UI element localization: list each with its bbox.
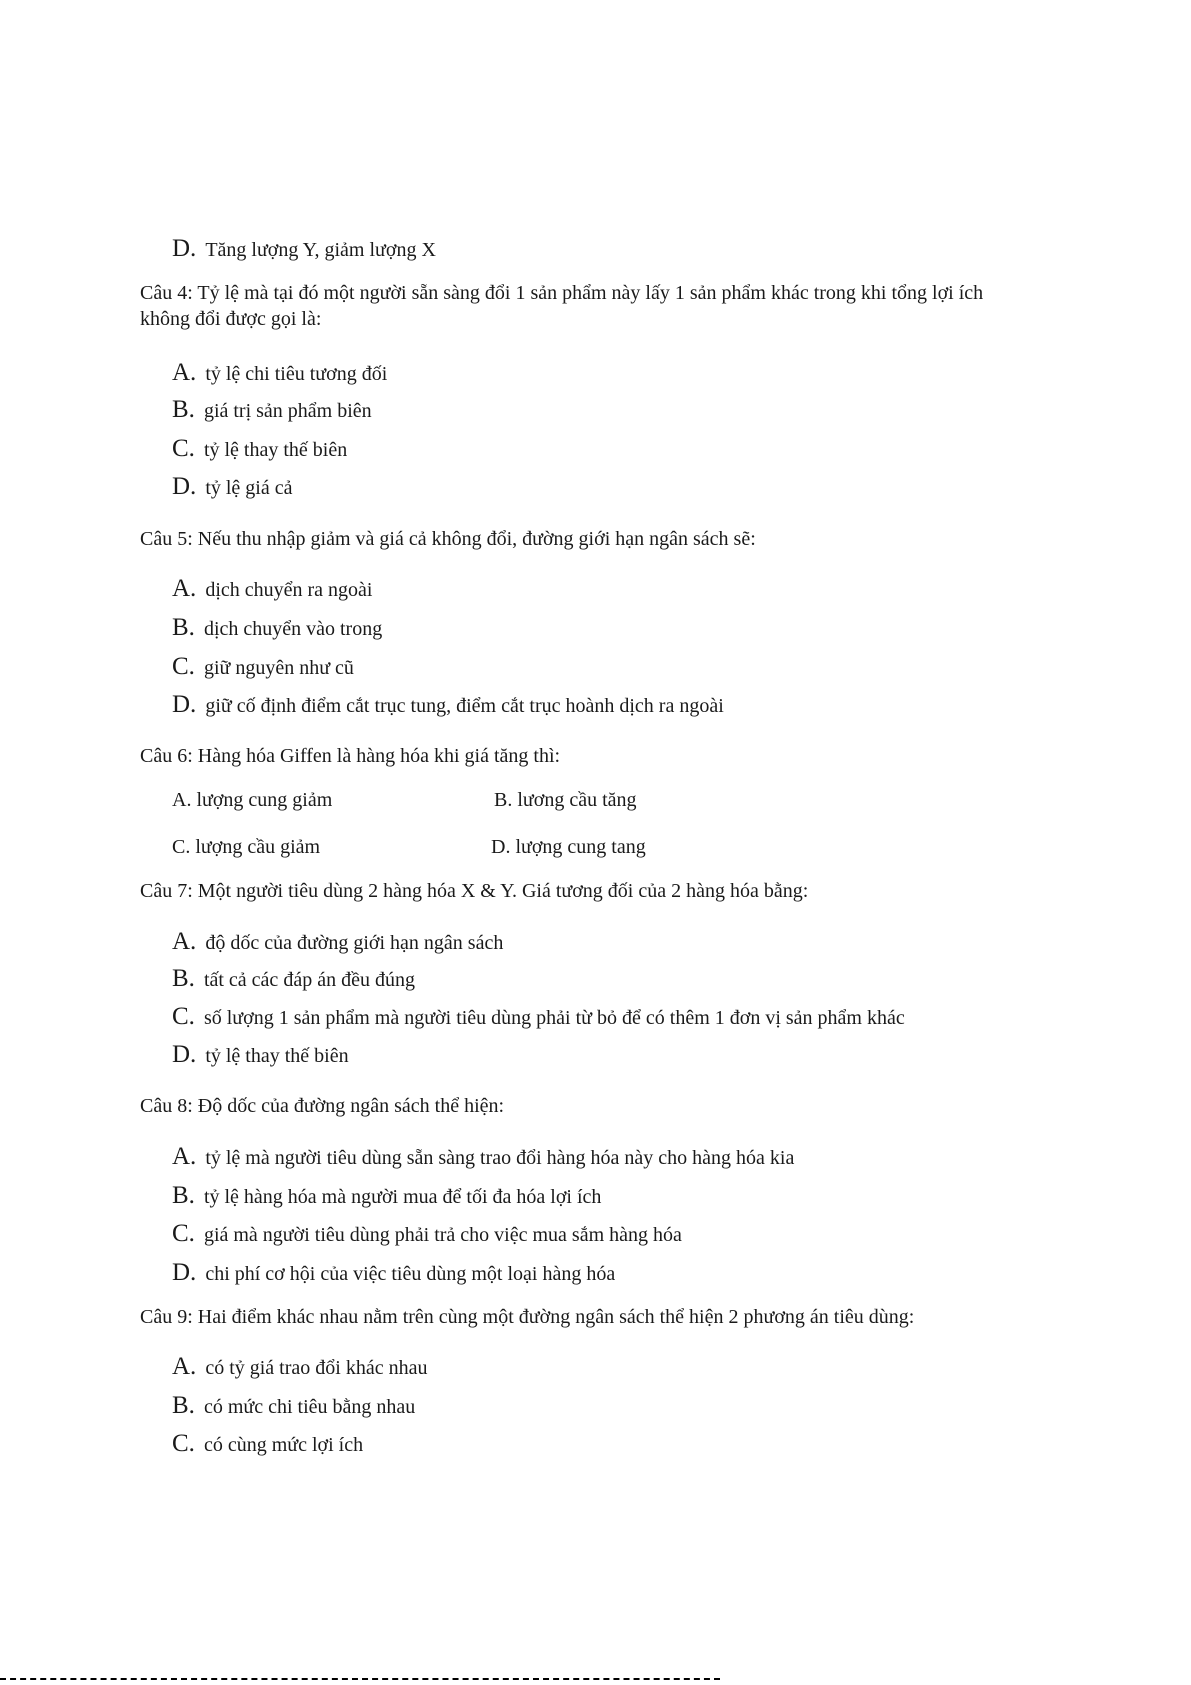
option-letter: C. [172,435,195,462]
option-a [172,929,503,956]
option-a [172,576,372,603]
page-bottom-divider [0,1678,720,1680]
option-b: B. lương cầu tăng [494,789,637,811]
option-c [172,1004,905,1031]
option-text: tỷ lệ giá cả [205,477,293,499]
option-letter: B. [172,614,195,641]
option-a [172,1354,427,1381]
option-d [172,1260,615,1287]
option-text: dịch chuyển ra ngoài [205,579,373,601]
question-5-title: Câu 5: Nếu thu nhập giảm và giá cả không đổi, đường giới hạn ngân sách sẽ: [140,528,756,550]
option-text: tỷ lệ thay thế biên [203,439,348,461]
question-6-title: Câu 6: Hàng hóa Giffen là hàng hóa khi giá tăng thì: [140,745,561,767]
option-text: chi phí cơ hội của việc tiêu dùng một loại hàng hóa [205,1263,616,1285]
option-text: giá trị sản phẩm biên [203,400,372,422]
question-8-title: Câu 8: Độ dốc của đường ngân sách thể hiện: [140,1095,505,1117]
option-text: tỷ lệ hàng hóa mà người mua để tối đa hóa lợi ích [203,1186,602,1208]
option-b [172,1393,415,1420]
option-text: tỷ lệ mà người tiêu dùng sẵn sàng trao đổi hàng hóa này cho hàng hóa kia [205,1147,795,1169]
option-letter: A. [172,1143,197,1170]
option-b [172,615,382,642]
option-text: giữ cố định điểm cắt trục tung, điểm cắt trục hoành dịch ra ngoài [205,695,724,717]
option-text: số lượng 1 sản phẩm mà người tiêu dùng phải từ bỏ để có thêm 1 đơn vị sản phẩm khác [203,1007,905,1029]
option-text: Tăng lượng Y, giảm lượng X [205,239,436,261]
option-text: độ dốc của đường giới hạn ngân sách [205,932,504,954]
option-b [172,966,415,993]
option-a [172,360,387,387]
option-text: có mức chi tiêu bằng nhau [203,1396,416,1418]
option-letter: B. [172,965,195,992]
option-text: giữ nguyên như cũ [203,657,354,679]
option-d [172,692,724,719]
option-letter: D. [172,691,197,718]
option-b [172,397,372,424]
option-text: tất cả các đáp án đều đúng [203,969,415,991]
option-letter: C. [172,1220,195,1247]
option-text: tỷ lệ thay thế biên [205,1045,349,1067]
option-letter: B. [172,396,195,423]
option-text: dịch chuyển vào trong [203,618,383,640]
option-letter: B. [172,1392,195,1419]
option-text: có cùng mức lợi ích [203,1434,364,1456]
option-letter: D. [172,1041,197,1068]
option-letter: C. [172,1003,195,1030]
option-letter: D. [172,1259,197,1286]
option-letter: C. [172,653,195,680]
option-c: C. lượng cầu giảm [172,836,321,858]
option-d: D. lượng cung tang [491,836,646,858]
option-d [172,1042,349,1069]
option-letter: A. [172,928,197,955]
question-7-title: Câu 7: Một người tiêu dùng 2 hàng hóa X & Y. Giá tương đối của 2 hàng hóa bằng: [140,880,809,902]
option-letter: A. [172,359,197,386]
option-a: A. lượng cung giảm [172,789,333,811]
option-letter: A. [172,1353,197,1380]
question-9-title: Câu 9: Hai điểm khác nhau nằm trên cùng một đường ngân sách thể hiện 2 phương án tiêu dùng: [140,1306,915,1328]
option-letter: D. [172,473,197,500]
option-text: tỷ lệ chi tiêu tương đối [205,363,388,385]
question-4-title-line2: không đổi được gọi là: [140,308,322,330]
option-c [172,1221,682,1248]
option-a [172,1144,794,1171]
option-b [172,1183,601,1210]
option-text: có tỷ giá trao đổi khác nhau [205,1357,428,1379]
option-letter: A. [172,575,197,602]
option-letter: B. [172,1182,195,1209]
option-text: giá mà người tiêu dùng phải trả cho việc mua sắm hàng hóa [203,1224,682,1246]
option-letter: C. [172,1430,195,1457]
option-d [172,474,293,501]
option-d [172,236,436,263]
question-4-title-line1: Câu 4: Tỷ lệ mà tại đó một người sẵn sàng đổi 1 sản phẩm này lấy 1 sản phẩm khác trong khi tổng lợi ích [140,282,984,304]
option-c [172,436,347,463]
option-c [172,1431,363,1458]
option-c [172,654,354,681]
option-letter: D. [172,235,197,262]
